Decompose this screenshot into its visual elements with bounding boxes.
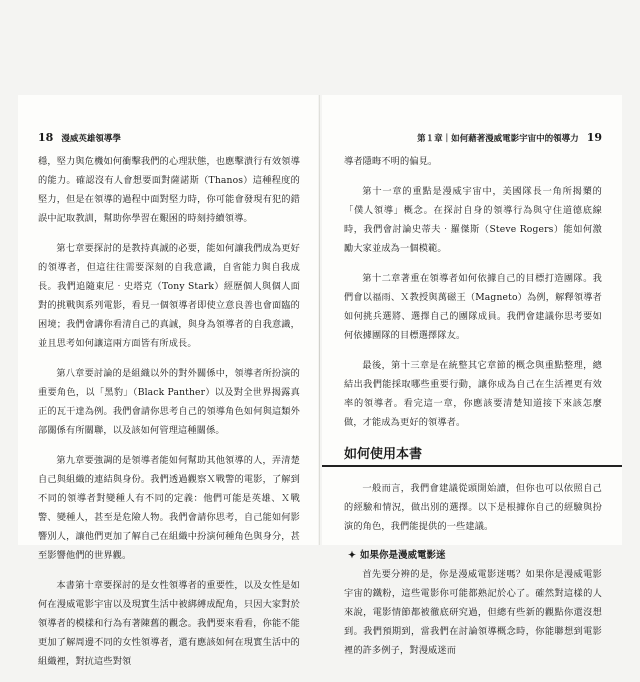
paragraph: 第十一章的重點是漫威宇宙中，美國隊長一角所揭櫫的「僕人領導」概念。在探討自身的領導行為與守住道德底線時，我們會討論史蒂夫‧羅傑斯（Steve Rogers）能如何激勵大家並成為一個模範。 bbox=[344, 186, 602, 254]
right-page-body bbox=[344, 152, 602, 671]
paragraph: 最後，第十三章是在統整其它章節的概念與重點整理，總結出我們能採取哪些重要行動，讓你成為自己在生活裡更有效率的領導者。看完這一章，你應該要清楚知道接下來該怎麼做，才能成為更好的領導者。 bbox=[344, 360, 602, 428]
left-page-number: 18 bbox=[38, 131, 54, 144]
paragraph: 第十二章著重在領導者如何依據自己的目標打造團隊。我們會以福雨、Ｘ教授與萬磁王（Magneto）為例，解釋領導者如何挑兵選將、選擇自己的團隊成員。我們會建議你思考要如何依據團隊的目標選擇隊友。 bbox=[344, 273, 602, 341]
section-title: 如何使用本書 bbox=[344, 447, 423, 462]
paragraph: 穩，堅力與危機如何衝擊我們的心理狀態，也應擊潰行有效領導的能力。確認沒有人會想要面對薩諾斯（Thanos）這種程度的堅力，但是在領導的過程中面對堅力時，你可能會發現有犯的錯誤中記取教訓，幫助你學習在艱困的時刻持續領導。 bbox=[38, 156, 300, 224]
subsection-heading bbox=[348, 547, 602, 561]
left-page-header bbox=[38, 131, 121, 144]
paragraph: 第九章要強調的是領導者能如何幫助其他領導的人，弄清楚自己與組織的連結與身份。我們透過觀察Ｘ戰警的電影，了解到不同的領導者對變種人有不同的定義：他們可能是英雄、Ｘ戰警、變種人，甚至是危險人物。我們會請你思考，自己能如何影響別人，讓他們更加了解自己在組織中扮演何種角色與身分，甚至影響他們的世界觀。 bbox=[38, 455, 300, 561]
paragraph: 本書第十章要探討的是女性領導者的重要性，以及女性是如何在漫威電影宇宙以及現實生活中被綁縛成配角，只因大家對於領導者的模樣和行為有著陳舊的觀念。我們要來看看，你能不能更加了解周邊不同的女性領導者，還有應該如何在現實生活中的組織裡，對抗這些對領 bbox=[38, 580, 300, 667]
subsection-title: 如果你是漫威電影迷 bbox=[359, 550, 446, 561]
left-page bbox=[18, 95, 318, 667]
book-gutter bbox=[319, 95, 320, 545]
paragraph: 第八章要討論的是組織以外的對外關係中，領導者所扮演的重要角色，以「黑豹」（Black Panther）以及對全世界揭露真正的瓦干達為例。我們會請你思考自己的領導角色如何與這類外部關係有所關聯，以及該如何管理這種關係。 bbox=[38, 368, 300, 436]
section-heading bbox=[344, 443, 602, 465]
section-rule bbox=[322, 465, 622, 467]
section-rule-wrap bbox=[344, 471, 602, 479]
right-page-number: 19 bbox=[586, 131, 602, 144]
right-page-header bbox=[417, 131, 602, 144]
paragraph: 一般而言，我們會建議從頭開始讀，但你也可以依照自己的經驗和情況，做出別的選擇。以下是根據你自己的經驗與扮演的角色，我們能提供的一些建議。 bbox=[344, 483, 602, 532]
paragraph: 首先要分辨的是，你是漫威電影迷嗎？如果你是漫威電影宇宙的鐵粉，這些電影你可能都熟記於心了。確然對這樣的人來說，電影情節都被徹底研究過，但總有些新的觀點你還沒想到。我們預期到，當我們在討論領導概念時，你能聯想到電影裡的許多例子，對漫威迷而 bbox=[344, 569, 602, 656]
paragraph: 導者隱晦不明的偏見。 bbox=[344, 156, 438, 167]
diamond-bullet-icon: ✦ bbox=[348, 550, 356, 561]
right-running-head: 第１章｜如何藉著漫威電影宇宙中的領導力 bbox=[417, 134, 579, 144]
left-running-head: 漫威英雄領導學 bbox=[61, 134, 121, 144]
left-page-body bbox=[38, 152, 300, 682]
right-page bbox=[322, 95, 622, 656]
paragraph: 第七章要探討的是教持真誠的必要，能如何讓我們成為更好的領導者，但這往往需要深刻的自我意識，自省能力與自我成長。我們追隨東尼‧史塔克（Tony Stark）經歷個人與個人面對的挑戰與系列電影，看見一個領導者即使立意良善也會面臨的困境；我們會講你看清自己的真誠，與身為領導者的自我意識，並且思考如何讓這兩方面皆有所成長。 bbox=[38, 243, 300, 349]
